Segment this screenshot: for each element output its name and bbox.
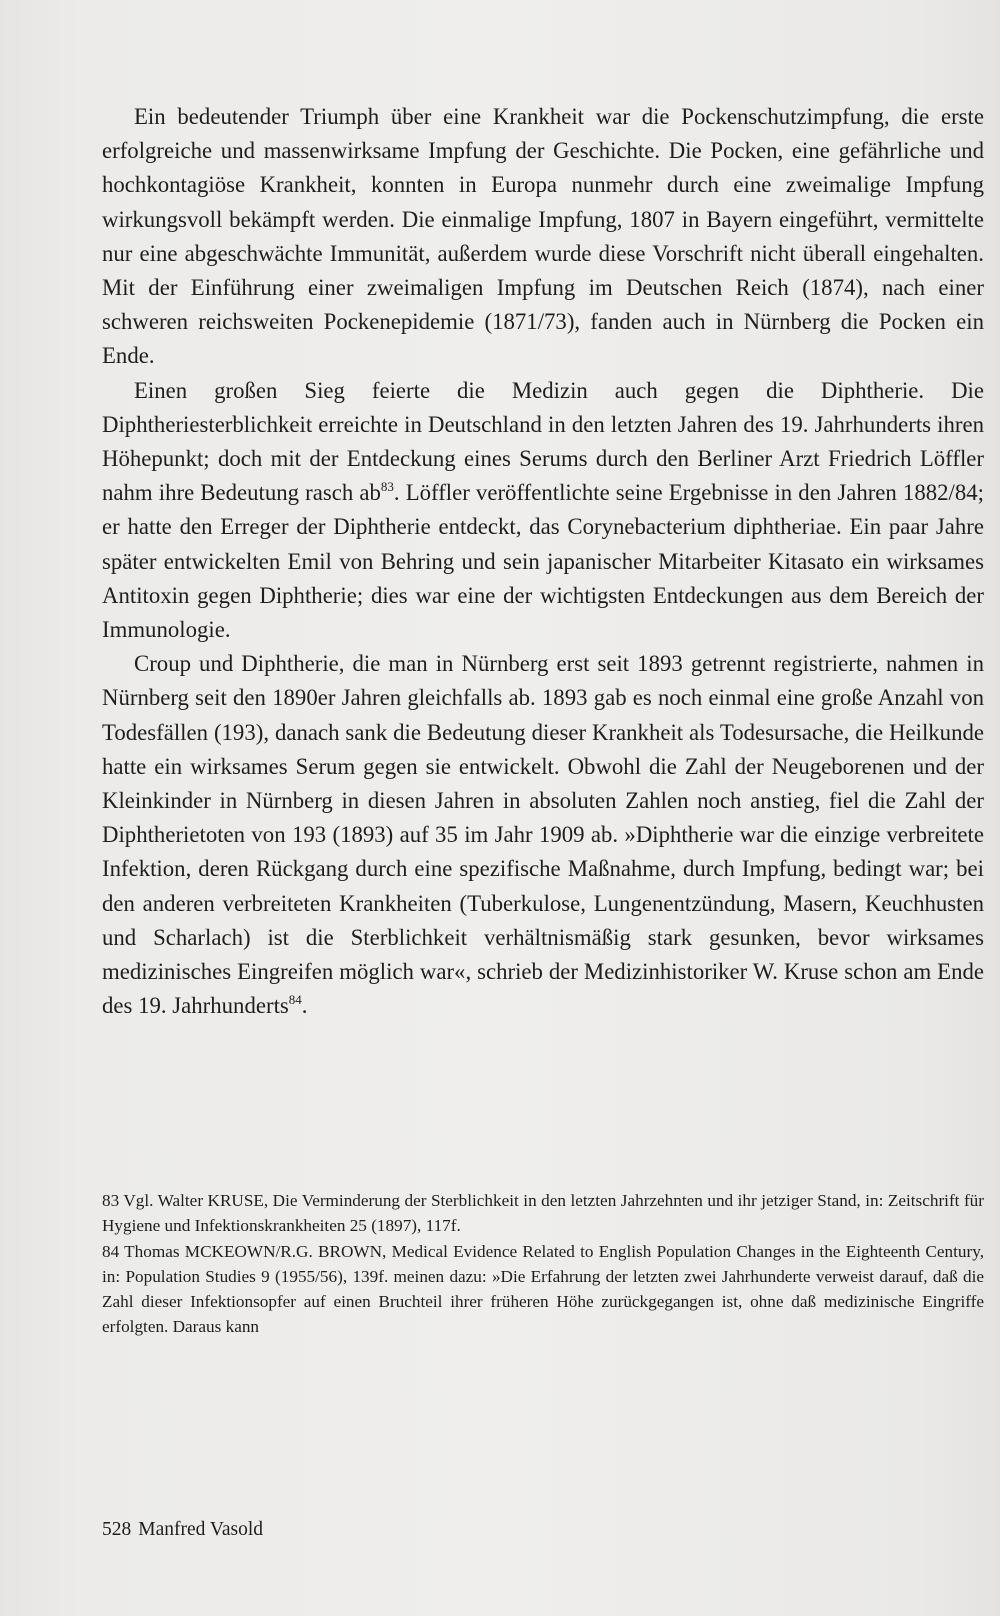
main-text xyxy=(102,100,984,1023)
footnotes xyxy=(102,1188,984,1340)
paragraph-smallpox xyxy=(102,100,984,374)
paragraph-text: . Löffler veröffentlichte seine Ergebnisse in den Jahren 1882/84; er hatte den Erreger der Diphtherie entdeckt, das Corynebacterium diphtheriae. Ein paar Jahre später entwickelten Emil von Behring und sein japanischer Mitarbeiter Kitasato ein wirksames Antitoxin gegen Diphtherie; dies war eine der wichtigsten Entdeckungen aus dem Bereich der Immunologie. xyxy=(102,480,984,643)
page-footer xyxy=(102,1518,263,1542)
paragraph-text: Croup und Diphtherie, die man in Nürnberg erst seit 1893 getrennt registrierte, nahmen in Nürnberg seit den 1890er Jahren gleichfalls ab. 1893 gab es noch einmal eine große Anzahl von Todesfällen (193), danach sank die Bedeutung dieser Krankheit als Todesursache, die Heilkunde hatte ein wirksames Serum gegen sie entwickelt. Obwohl die Zahl der Neugeborenen und der Kleinkinder in Nürnberg in diesen Jahren in absoluten Zahlen noch anstieg, fiel die Zahl der Diphtherietoten von 193 (1893) auf 35 im Jahr 1909 ab. »Diphtherie war die einzige verbreitete Infektion, deren Rückgang durch eine spezifische Maßnahme, durch Impfung, bedingt war; bei den anderen verbreiteten Krankheiten (Tuberkulose, Lungenentzündung, Masern, Keuchhusten und Scharlach) ist die Sterblichkeit verhältnismäßig stark gesunken, bevor wirksames medizinisches Eingreifen möglich war«, schrieb der Medizinhistoriker W. Kruse schon am Ende des 19. Jahrhunderts xyxy=(102,651,984,1019)
footnote-text: Thomas MCKEOWN/R.G. BROWN, Medical Evidence Related to English Population Changes in the Eighteenth Century, in: Population Studies 9 (1955/56), 139f. meinen dazu: »Die Erfahrung der letzten zwei Jahrhunderte verweist darauf, daß die Zahl dieser Infektionsopfer auf einen Bruchteil ihrer früheren Höhe zurückgegangen ist, ohne daß medizinische Eingriffe erfolgten. Daraus kann xyxy=(102,1241,984,1337)
footnote-83 xyxy=(102,1188,984,1239)
footnote-ref-84[interactable]: 84 xyxy=(288,992,302,1008)
page-number: 528 xyxy=(102,1519,132,1540)
paragraph-text: Ein bedeutender Triumph über eine Krankheit war die Pockenschutzimpfung, die erste erfolgreiche und massenwirksame Impfung der Geschichte. Die Pocken, eine gefährliche und hochkontagiöse Krankheit, konnten in Europa nunmehr durch eine zweimalige Impfung wirkungsvoll bekämpft werden. Die einmalige Impfung, 1807 in Bayern eingeführt, vermittelte nur eine abgeschwächte Immunität, außerdem wurde diese Vorschrift nicht überall eingehalten. Mit der Einführung einer zweimaligen Impfung im Deutschen Reich (1874), nach einer schweren reichsweiten Pockenepidemie (1871/73), fanden auch in Nürnberg die Pocken ein Ende. xyxy=(102,104,984,369)
paragraph-text: Einen großen Sieg feierte die Medizin auch gegen die Diphtherie. Die Diphtheriesterblichkeit erreichte in Deutschland in den letzten Jahren des 19. Jahrhunderts ihren Höhepunkt; doch mit der Entdeckung eines Serums durch den Berliner Arzt Friedrich Löffler nahm ihre Bedeutung rasch ab xyxy=(102,377,984,506)
footnote-84 xyxy=(102,1239,984,1340)
footnote-number: 84 xyxy=(102,1241,120,1261)
paragraph-text: . xyxy=(301,993,308,1019)
paragraph-diphtheria xyxy=(102,374,984,648)
footnote-number: 83 xyxy=(102,1191,120,1210)
paragraph-croup xyxy=(102,647,984,1023)
footnote-text: Vgl. Walter KRUSE, Die Verminderung der Sterblichkeit in den letzten Jahrzehnten und ihr jetziger Stand, in: Zeitschrift für Hygiene und Infektionskrankheiten 25 (1897), 117f. xyxy=(102,1191,984,1236)
footnote-ref-83[interactable]: 83 xyxy=(380,479,394,495)
running-author: Manfred Vasold xyxy=(138,1519,263,1540)
